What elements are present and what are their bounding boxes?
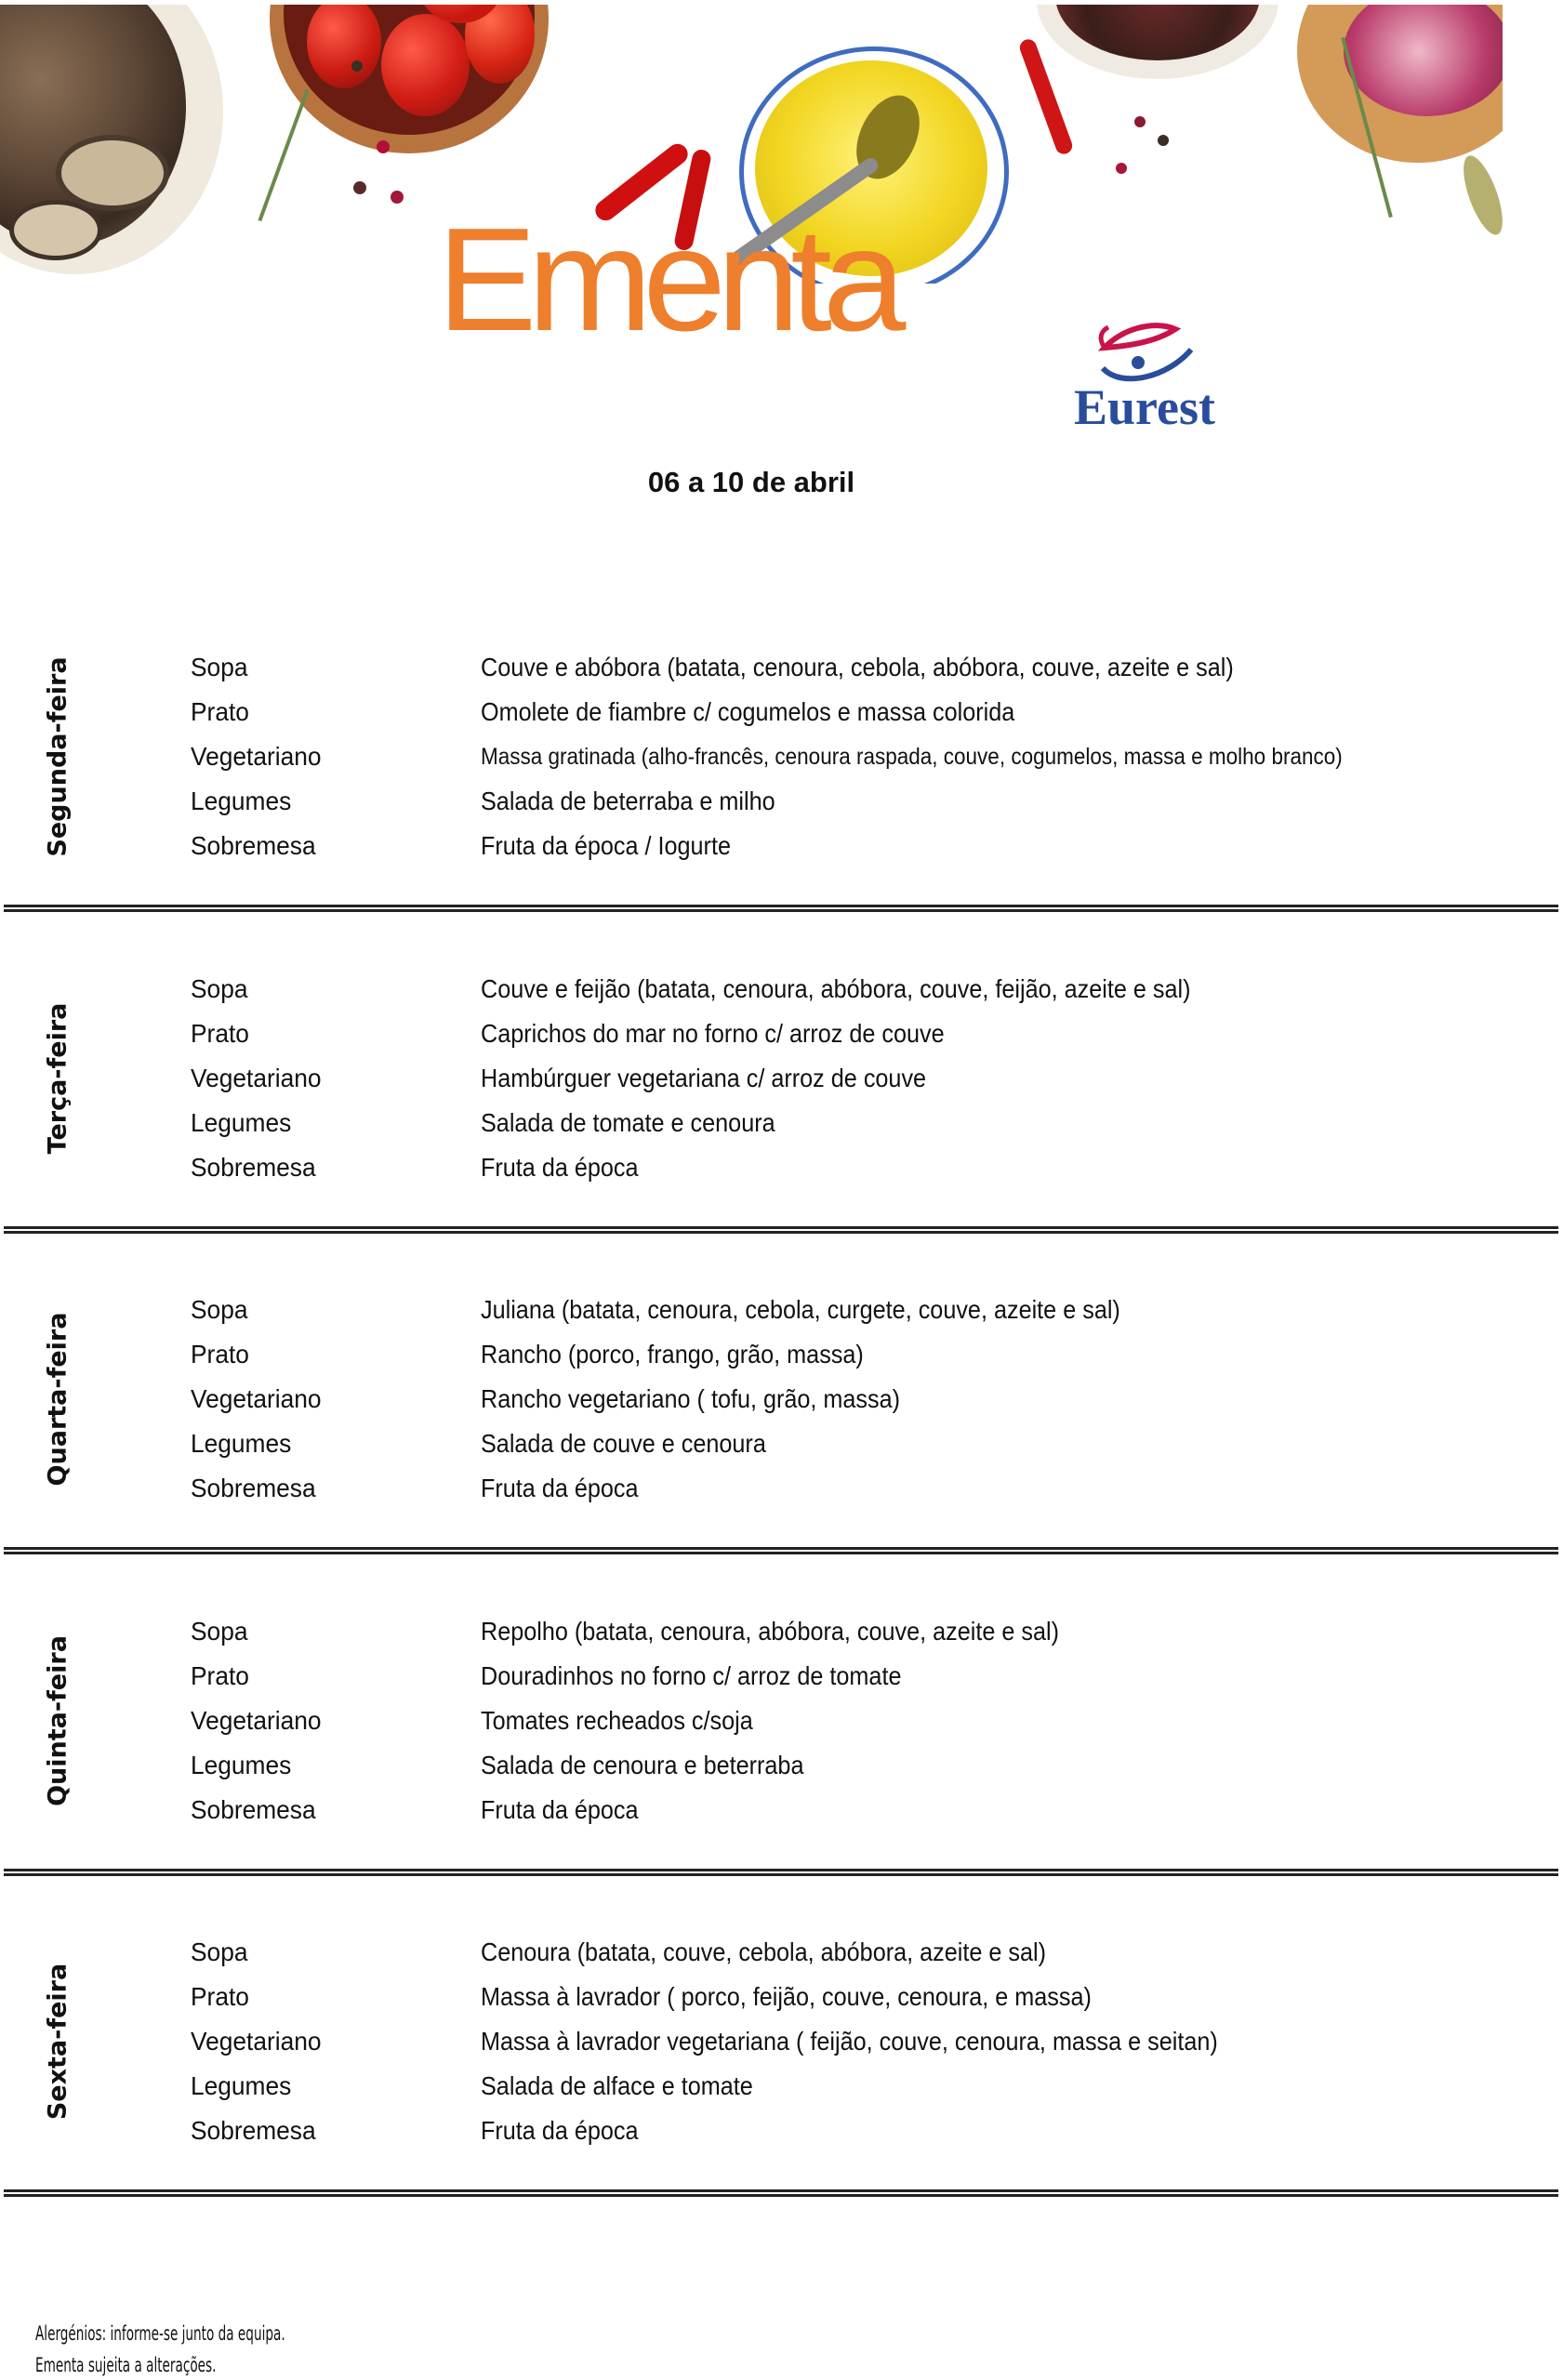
course-label: Sobremesa [191,831,316,860]
menu-row [0,694,1563,731]
separator-line [4,2194,1558,2197]
changes-note: Ementa sujeita a alterações. [35,2354,217,2376]
day-separator [4,1226,1558,1234]
peppercorn [1116,163,1127,174]
separator-line [4,1869,1558,1871]
menu-row [0,1381,1563,1418]
course-label: Legumes [191,1750,292,1779]
course-label: Prato [191,1340,249,1369]
day-name: Sexta-feira [43,1964,73,2121]
dish-description: Hambúrguer vegetariana c/ arroz de couve [481,1063,927,1092]
separator-line [4,2189,1558,2192]
bay-leaf [1456,152,1503,240]
course-label: Vegetariano [191,1063,322,1092]
menu-row [0,1470,1563,1507]
menu-row [0,649,1563,686]
menu-row [0,1934,1563,1971]
dish-description: Cenoura (batata, couve, cebola, abóbora, azeite e sal) [481,1937,1046,1967]
peppercorn [1158,135,1169,146]
dish-description: Salada de beterraba e milho [481,787,775,815]
menu-row [0,2112,1563,2149]
menu-row [0,783,1563,820]
day-separator [4,1547,1558,1554]
dish-description: Rancho vegetariano ( tofu, grão, massa) [481,1384,901,1414]
dish-description: Massa à lavrador ( porco, feijão, couve, cenoura, e massa) [481,1982,1092,2012]
day-separator [4,2189,1558,2197]
peppercorn [353,181,366,194]
day-separator [4,905,1558,912]
menu-row [0,1425,1563,1462]
course-label: Sobremesa [191,1152,316,1182]
dish-description: Fruta da época [481,1794,639,1824]
dish-description: Salada de cenoura e beterraba [481,1750,804,1779]
menu-row [0,1015,1563,1052]
dish-description: Couve e feijão (batata, cenoura, abóbora, couve, feijão, azeite e sal) [481,973,1191,1003]
menu-row [0,1978,1563,2016]
course-label: Prato [191,1982,249,2012]
dish-description: Salada de tomate e cenoura [481,1107,775,1137]
separator-line [4,909,1558,912]
dish-description: Fruta da época / Iogurte [481,831,731,860]
dish-description: Douradinhos no forno c/ arroz de tomate [481,1660,902,1690]
menu-row [0,1658,1563,1695]
mushroom-slice [9,200,102,260]
course-label: Prato [191,1660,249,1690]
dish-description: Juliana (batata, cenoura, cebola, curgete, couve, azeite e sal) [481,1295,1120,1325]
eurest-wordmark: Eurest [1073,379,1215,435]
separator-line [4,1226,1558,1229]
dish-description: Massa gratinada (alho-francês, cenoura raspada, couve, cogumelos, massa e molho branco) [481,744,1343,770]
day-name: Terça-feira [43,1002,73,1154]
dish-description: Caprichos do mar no forno c/ arroz de couve [481,1018,945,1048]
dish-description: Fruta da época [481,1152,639,1182]
eurest-logo [1047,303,1242,433]
ementa-title: Ementa [437,198,897,362]
allergens-note: Alergénios: informe-se junto da equipa. [35,2322,285,2345]
menu-row [0,1613,1563,1650]
dish-description: Repolho (batata, cenoura, abóbora, couve, azeite e sal) [481,1616,1060,1646]
course-label: Vegetariano [191,1384,322,1414]
tomato [381,14,470,116]
separator-line [4,905,1558,907]
course-label: Sopa [191,1937,248,1967]
menu-row [0,738,1563,775]
rosemary-sprig [258,89,309,221]
course-label: Legumes [191,2071,292,2101]
course-label: Prato [191,1018,249,1048]
day-separator [4,1869,1558,1876]
dish-description: Couve e abóbora (batata, cenoura, cebola, abóbora, couve, azeite e sal) [481,653,1234,681]
menu-row [0,2068,1563,2105]
dish-description: Omolete de fiambre c/ cogumelos e massa colorida [481,697,1015,726]
course-label: Sobremesa [191,2116,316,2146]
menu-row [0,2023,1563,2060]
menu-row [0,1747,1563,1784]
course-label: Prato [191,697,249,726]
dish-description: Tomates recheados c/soja [481,1705,753,1735]
peppercorn [391,191,404,204]
day-name: Segunda-feira [43,656,73,857]
course-label: Vegetariano [191,1705,322,1735]
course-label: Sopa [191,653,248,681]
menu-row [0,1104,1563,1142]
dish-description: Fruta da época [481,2116,639,2146]
menu-row [0,1702,1563,1739]
course-label: Sopa [191,973,248,1003]
dish-description: Salada de alface e tomate [481,2071,753,2101]
menu-row [0,1149,1563,1186]
day-name: Quinta-feira [43,1634,73,1806]
week-title: 06 a 10 de abril [647,466,855,498]
separator-line [4,1231,1558,1234]
course-label: Sobremesa [191,1474,316,1503]
menu-row [0,827,1563,865]
separator-line [4,1547,1558,1550]
peppercorn [377,140,390,153]
course-label: Legumes [191,1107,292,1137]
course-label: Sobremesa [191,1794,316,1824]
course-label: Legumes [191,1429,292,1459]
dish-description: Rancho (porco, frango, grão, massa) [481,1340,864,1369]
eurest-fish-icon [1047,303,1242,387]
dish-description: Salada de couve e cenoura [481,1429,766,1459]
menu-row [0,971,1563,1008]
course-label: Vegetariano [191,742,322,771]
course-label: Sopa [191,1616,248,1646]
separator-line [4,1873,1558,1876]
peppercorn [351,60,363,72]
menu-row [0,1060,1563,1097]
dish-description: Massa à lavrador vegetariana ( feijão, couve, cenoura, massa e seitan) [481,2027,1218,2056]
course-label: Legumes [191,787,292,815]
menu-row [0,1291,1563,1329]
course-label: Vegetariano [191,2027,322,2056]
chili-pepper [1017,37,1074,156]
day-name: Quarta-feira [43,1312,73,1487]
menu-row [0,1336,1563,1373]
course-label: Sopa [191,1295,248,1325]
menu-row [0,1792,1563,1829]
peppercorn [1134,116,1146,127]
dish-description: Fruta da época [481,1474,639,1503]
mushroom-slice [56,135,169,211]
separator-line [4,1552,1558,1554]
